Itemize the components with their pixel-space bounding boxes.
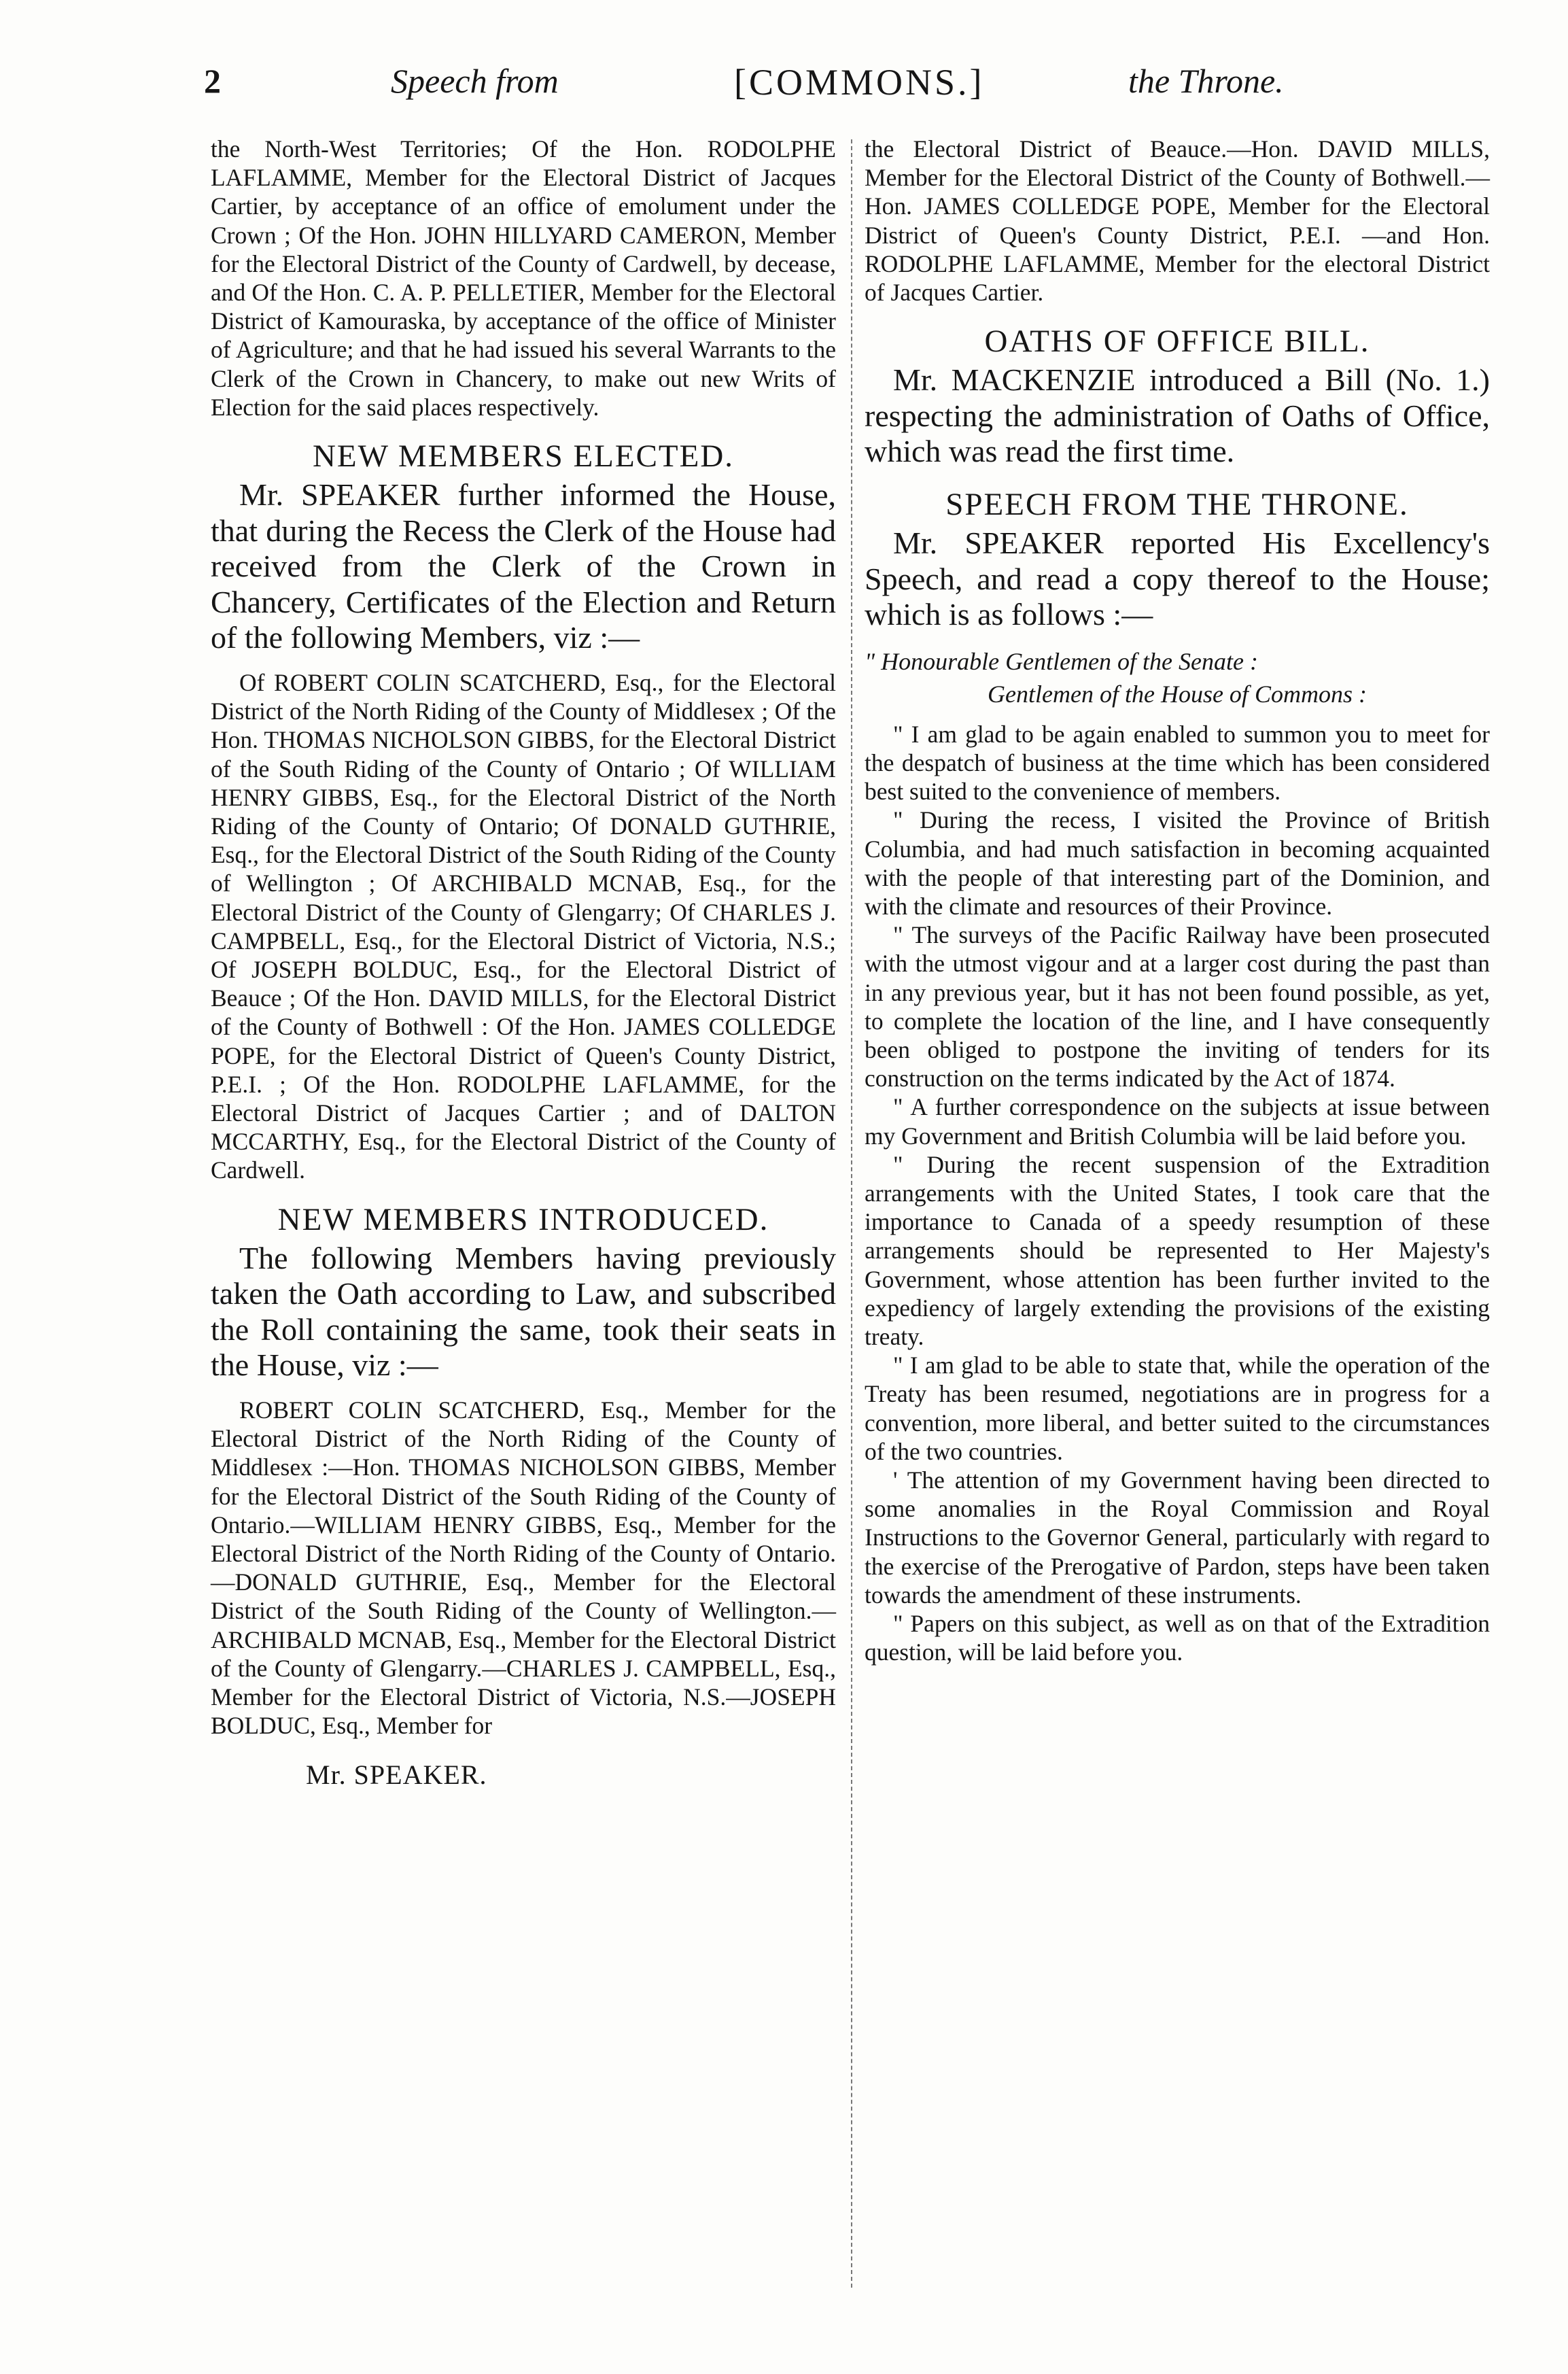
paragraph-mackenzie-bill: Mr. MACKENZIE introduced a Bill (No. 1.) respecting the administration of Oaths of Office, which was read the first time. [865,362,1490,469]
column-divider [851,139,852,2288]
left-column [211,135,836,1791]
paragraph-introduced-members-list: ROBERT COLIN SCATCHERD, Esq., Member for the Electoral District of the North Riding of the County of Middlesex :—Hon. THOMAS NICHOLSON GIBBS, Member for the Electoral District of the South Riding of the County of Ontario.—WILLIAM HENRY GIBBS, Esq., Member for the Electoral District of the North Riding of the County of Ontario.—DONALD GUTHRIE, Esq., Member for the Electoral District of the South Riding of the County of Wellington.—ARCHIBALD MCNAB, Esq., Member for the Electoral District of the County of Glengarry.—CHARLES J. CAMPBELL, Esq., Member for the Electoral District of Victoria, N.S.—JOSEPH BOLDUC, Esq., Member for [211,1396,836,1740]
page-header [204,61,1482,116]
heading-speech-from-throne: SPEECH FROM THE THRONE. [945,487,1409,522]
paragraph-vacancies: the North-West Territories; Of the Hon. RODOLPHE LAFLAMME, Member for the Electoral District of Jacques Cartier, by acceptance of an office of emolument under the Crown ; Of the Hon. JOHN HILLYARD CAMERON, Member for the Electoral District of the County of Cardwell, by decease, and Of the Hon. C. A. P. PELLETIER, Member for the Electoral District of Kamouraska, by acceptance of the office of Minister of Agriculture; and that he had issued his several Warrants to the Clerk of the Crown in Chancery, to make out new Writs of Election for the said places respectively. [211,135,836,421]
paragraph-speaker-reported: Mr. SPEAKER reported His Excellency's Speech, and read a copy thereof to the House; which is as follows :— [865,526,1490,632]
speech-paragraph-5: " During the recent suspension of the Extradition arrangements with the United States, I took care that the importance to Canada of a speedy resumption of these arrangements should be represented to Her Majesty's Government, whose attention has been further invited to the expediency of largely extending the provisions of the existing treaty. [865,1150,1490,1351]
speech-paragraph-6: " I am glad to be able to state that, while the operation of the Treaty has been resumed, negotiations are in progress for a convention, more liberal, and better suited to the circumstances of the two countries. [865,1352,1490,1465]
running-title-center: [COMMONS.] [734,62,985,103]
speech-paragraph-7: ' The attention of my Government having been directed to some anomalies in the Royal Commission and Royal Instructions to the Governor General, particularly with regard to the exercise of the Prerogative of Pardon, steps have been taken towards the amendment of these instruments. [865,1466,1490,1609]
salutation-senate: " Honourable Gentlemen of the Senate : [865,647,1258,675]
page-number: 2 [204,62,221,100]
paragraph-elected-members-list: Of ROBERT COLIN SCATCHERD, Esq., for the Electoral District of the North Riding of the County of Middlesex ; Of the Hon. THOMAS NICHOLSON GIBBS, for the Electoral District of the South Riding of the County of Ontario ; Of WILLIAM HENRY GIBBS, Esq., for the Electoral District of the North Riding of the County of Ontario; Of DONALD GUTHRIE, Esq., for the Electoral District of the South Riding of the County of Wellington ; Of ARCHIBALD MCNAB, Esq., for the Electoral District of the County of Glengarry; Of CHARLES J. CAMPBELL, Esq., for the Electoral District of Victoria, N.S.; Of JOSEPH BOLDUC, Esq., for the Electoral District of Beauce ; Of the Hon. DAVID MILLS, for the Electoral District of the County of Bothwell : Of the Hon. JAMES COLLEDGE POPE, for the Electoral District of Queen's County District, P.E.I. ; Of the Hon. RODOLPHE LAFLAMME, for the Electoral District of Jacques Cartier ; and of DALTON MCCARTHY, Esq., for the Electoral District of the County of Cardwell. [211,669,836,1184]
paragraph-speaker-informed: Mr. SPEAKER further informed the House, that during the Recess the Clerk of the House had received from the Clerk of the Crown in Chancery, Certificates of the Election and Return of the following Members, viz :— [211,477,836,655]
speech-paragraph-1: " I am glad to be again enabled to summon you to meet for the despatch of business at the time which has been considered best suited to the convenience of members. [865,720,1490,806]
speech-paragraph-2: " During the recess, I visited the Province of British Columbia, and had much satisfaction in becoming acquainted with the people of that interesting part of the Dominion, and with the climate and resources of their Province. [865,806,1490,920]
heading-oaths-of-office-bill: OATHS OF OFFICE BILL. [984,324,1370,360]
heading-new-members-elected: NEW MEMBERS ELECTED. [312,438,735,475]
salutation-commons: Gentlemen of the House of Commons : [988,680,1367,708]
speech-paragraph-4: " A further correspondence on the subjects at issue between my Government and British Columbia will be laid before you. [865,1093,1490,1150]
running-title-left: Speech from [391,62,559,100]
heading-new-members-introduced: NEW MEMBERS INTRODUCED. [277,1201,769,1237]
right-column [865,135,1490,1666]
catchword: Mr. SPEAKER. [306,1759,487,1791]
paragraph-members-oath: The following Members having previously taken the Oath according to Law, and subscribed the Roll containing the same, took their seats in the House, viz :— [211,1240,836,1383]
paragraph-introduced-continued: the Electoral District of Beauce.—Hon. DAVID MILLS, Member for the Electoral District of the County of Bothwell.—Hon. JAMES COLLEDGE POPE, Member for the Electoral District of Queen's County District, P.E.I. —and Hon. RODOLPHE LAFLAMME, Member for the electoral District of Jacques Cartier. [865,135,1490,307]
running-title-right: the Throne. [1128,62,1284,100]
speech-paragraph-8: " Papers on this subject, as well as on that of the Extradition question, will be laid before you. [865,1610,1490,1666]
speech-paragraph-3: " The surveys of the Pacific Railway have been prosecuted with the utmost vigour and at a larger cost during the past than in any previous year, but it has not been found possible, as yet, to complete the location of the line, and I have consequently been obliged to postpone the inviting of tenders for its construction on the terms indicated by the Act of 1874. [865,921,1490,1093]
